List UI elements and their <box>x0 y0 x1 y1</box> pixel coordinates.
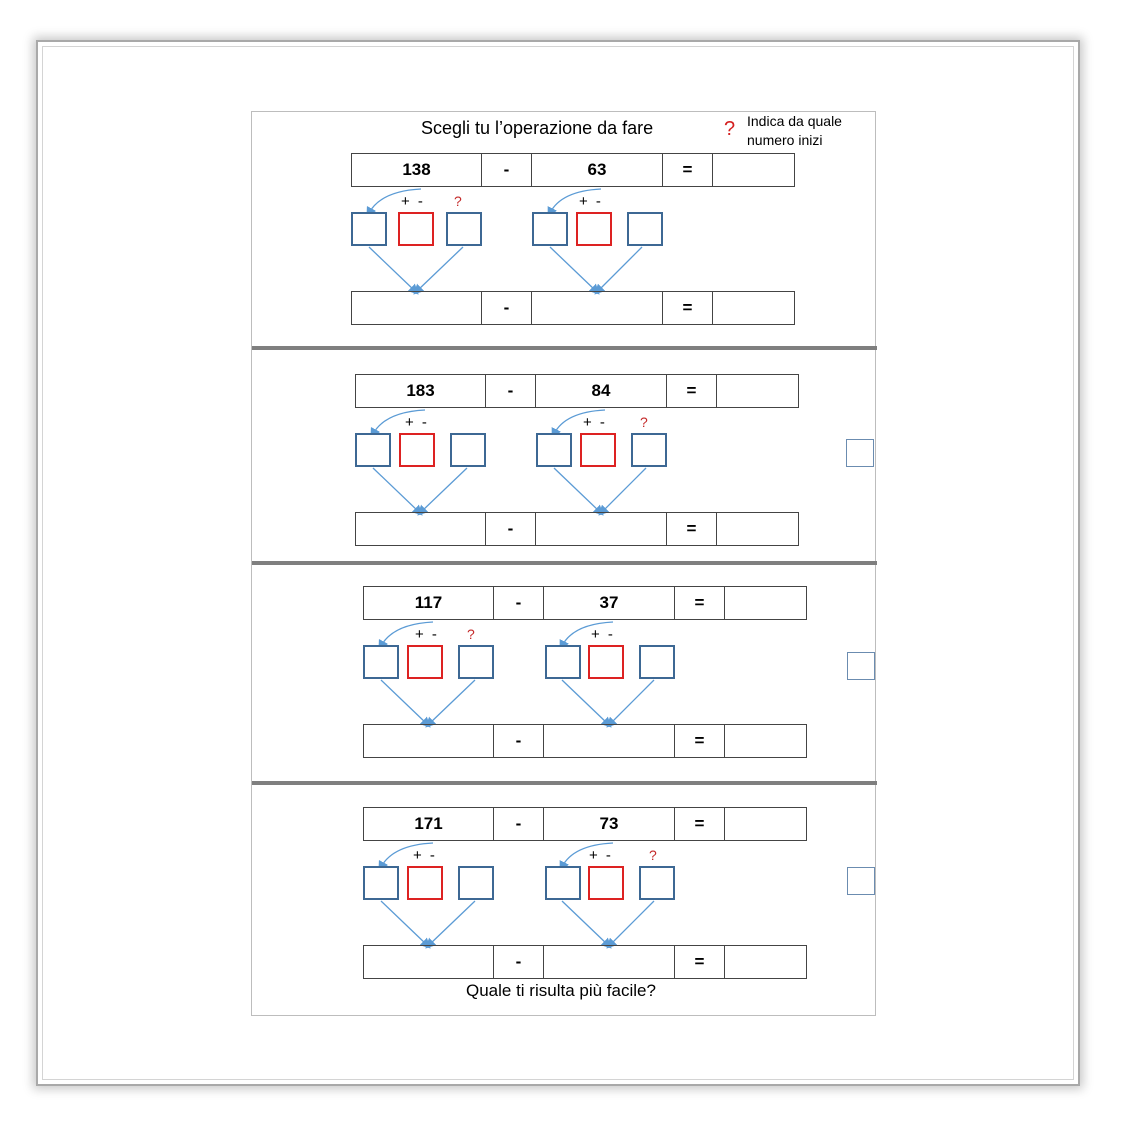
new-subtrahend-box[interactable] <box>532 291 663 325</box>
new-minuend-box[interactable] <box>355 512 486 546</box>
answer-box[interactable] <box>450 433 486 467</box>
question-mark: ? <box>640 414 648 430</box>
equals-sign: = <box>663 291 713 325</box>
answer-box[interactable] <box>446 212 482 246</box>
answer-box-red[interactable] <box>588 645 624 679</box>
answer-box[interactable] <box>458 866 494 900</box>
minus-sign: - <box>482 153 532 187</box>
plus-minus-label: + - <box>579 193 603 210</box>
answer-box[interactable] <box>545 645 581 679</box>
answer-box-red[interactable] <box>399 433 435 467</box>
answer-box-red[interactable] <box>407 866 443 900</box>
plus-minus-label: + - <box>401 193 425 210</box>
subtrahend-cell: 73 <box>544 807 675 841</box>
question-mark: ? <box>467 626 475 642</box>
answer-box[interactable] <box>627 212 663 246</box>
equals-sign: = <box>675 807 725 841</box>
answer-box[interactable] <box>363 645 399 679</box>
exercise-2 <box>355 374 815 549</box>
minuend-cell: 138 <box>351 153 482 187</box>
minus-sign: - <box>486 374 536 408</box>
exercise-4 <box>363 807 823 982</box>
answer-box-red[interactable] <box>588 866 624 900</box>
new-subtrahend-box[interactable] <box>536 512 667 546</box>
answer-box[interactable] <box>363 866 399 900</box>
question-mark: ? <box>454 193 462 209</box>
legend-note: Indica da quale numero inizi <box>747 113 842 148</box>
new-subtrahend-box[interactable] <box>544 724 675 758</box>
answer-box[interactable] <box>532 212 568 246</box>
plus-minus-label: + - <box>583 414 607 431</box>
result-answer-box[interactable] <box>717 512 799 546</box>
answer-box[interactable] <box>545 866 581 900</box>
minus-sign: - <box>494 807 544 841</box>
plus-minus-label: + - <box>589 847 613 864</box>
plus-minus-label: + - <box>413 847 437 864</box>
answer-box-red[interactable] <box>398 212 434 246</box>
equals-sign: = <box>675 945 725 979</box>
answer-box[interactable] <box>458 645 494 679</box>
exercise-1 <box>351 153 811 328</box>
plus-minus-label: + - <box>591 626 615 643</box>
answer-box-red[interactable] <box>576 212 612 246</box>
answer-box[interactable] <box>351 212 387 246</box>
subtrahend-cell: 37 <box>544 586 675 620</box>
answer-box[interactable] <box>536 433 572 467</box>
minus-sign: - <box>482 291 532 325</box>
result-answer-box[interactable] <box>725 724 807 758</box>
legend-question-mark: ? <box>724 118 736 140</box>
minus-sign: - <box>486 512 536 546</box>
plus-minus-label: + - <box>405 414 429 431</box>
worksheet-page <box>251 111 876 1016</box>
result-answer-box[interactable] <box>713 291 795 325</box>
answer-box[interactable] <box>631 433 667 467</box>
equals-sign: = <box>663 153 713 187</box>
rewritten-operation-row <box>351 291 795 325</box>
subtrahend-cell: 63 <box>532 153 663 187</box>
minuend-cell: 117 <box>363 586 494 620</box>
choice-checkbox[interactable] <box>846 439 874 467</box>
answer-box[interactable] <box>639 866 675 900</box>
new-minuend-box[interactable] <box>363 945 494 979</box>
exercise-3 <box>363 586 823 761</box>
section-divider <box>252 346 877 350</box>
equals-sign: = <box>675 724 725 758</box>
rewritten-operation-row <box>363 945 807 979</box>
rewritten-operation-row <box>363 724 807 758</box>
section-divider <box>252 781 877 785</box>
minus-sign: - <box>494 724 544 758</box>
answer-box-red[interactable] <box>407 645 443 679</box>
subtrahend-cell: 84 <box>536 374 667 408</box>
minuend-cell: 171 <box>363 807 494 841</box>
result-answer-box[interactable] <box>725 945 807 979</box>
rewritten-operation-row <box>355 512 799 546</box>
answer-box[interactable] <box>639 645 675 679</box>
equals-sign: = <box>667 374 717 408</box>
answer-box[interactable] <box>355 433 391 467</box>
footer-question: Quale ti risulta più facile? <box>466 981 656 1000</box>
worksheet-title: Scegli tu l’operazione da fare <box>421 118 654 138</box>
answer-box-red[interactable] <box>580 433 616 467</box>
new-subtrahend-box[interactable] <box>544 945 675 979</box>
new-minuend-box[interactable] <box>363 724 494 758</box>
choice-checkbox[interactable] <box>847 867 875 895</box>
plus-minus-label: + - <box>415 626 439 643</box>
question-mark: ? <box>649 847 657 863</box>
equals-sign: = <box>667 512 717 546</box>
section-divider <box>252 561 877 565</box>
minus-sign: - <box>494 945 544 979</box>
choice-checkbox[interactable] <box>847 652 875 680</box>
equals-sign: = <box>675 586 725 620</box>
minus-sign: - <box>494 586 544 620</box>
minuend-cell: 183 <box>355 374 486 408</box>
new-minuend-box[interactable] <box>351 291 482 325</box>
